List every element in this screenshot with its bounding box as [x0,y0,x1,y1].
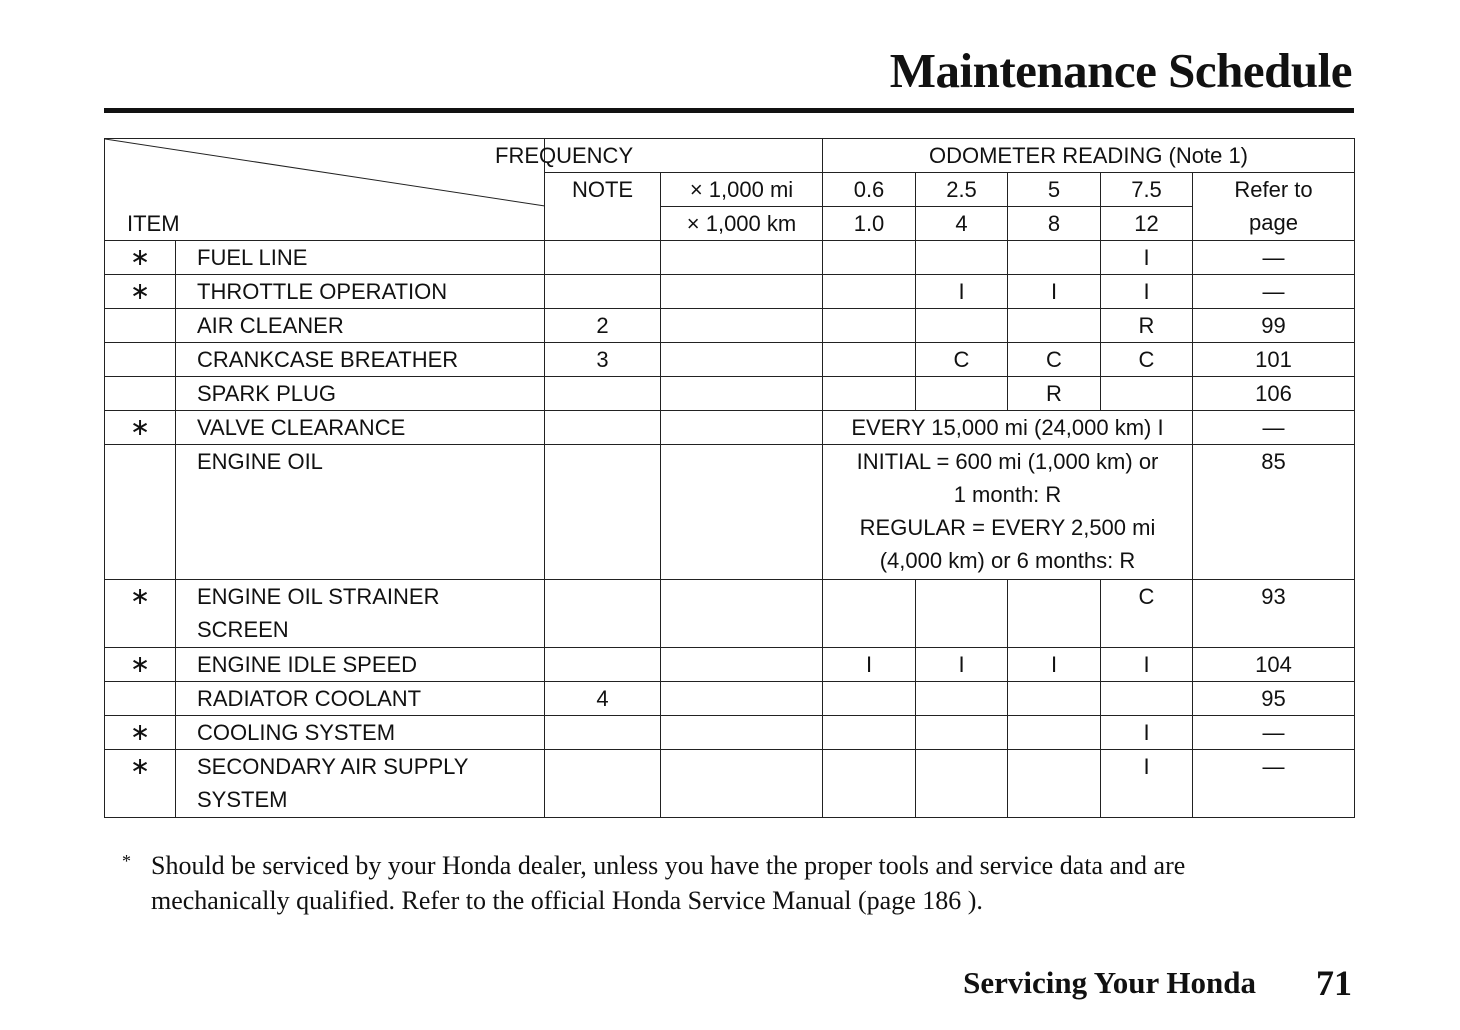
schedule-cell: I [1101,750,1193,818]
schedule-cell [823,377,916,411]
dealer-service-mark [105,343,176,377]
schedule-span-line: (4,000 km) or 6 months: R [879,548,1136,573]
item-name: ENGINE OIL [176,445,545,580]
page-ref: — [1193,241,1355,275]
km-value: 8 [1008,207,1101,241]
table-row [105,580,1355,648]
unit-km: × 1,000 km [661,207,823,241]
schedule-span-line: REGULAR = EVERY 2,500 mi [859,515,1156,540]
km-value: 1.0 [823,207,916,241]
table-row [105,716,1355,750]
note-cell: 2 [545,309,661,343]
note-cell [545,648,661,682]
schedule-cell [823,309,916,343]
odometer-header: ODOMETER READING (Note 1) [823,139,1355,173]
schedule-cell: I [1008,648,1101,682]
title-rule [104,108,1354,113]
page-ref: — [1193,716,1355,750]
schedule-cell: I [1101,716,1193,750]
note-cell [545,750,661,818]
schedule-cell [823,716,916,750]
page-ref: 93 [1193,580,1355,648]
unit-cell [661,750,823,818]
note-cell [545,411,661,445]
item-name: FUEL LINE [176,241,545,275]
unit-cell [661,682,823,716]
schedule-cell [1008,580,1101,648]
table-row [105,445,1355,580]
schedule-cell: I [1101,241,1193,275]
unit-cell [661,445,823,580]
item-name: COOLING SYSTEM [176,716,545,750]
dealer-service-mark: ∗ [105,750,176,818]
dealer-service-mark: ∗ [105,411,176,445]
refer-label-line: Refer to [1234,177,1313,202]
note-header: NOTE [545,173,661,241]
dealer-service-mark: ∗ [105,241,176,275]
table-row [105,750,1355,818]
unit-cell [661,241,823,275]
item-name-line: ENGINE OIL STRAINER [197,584,440,609]
schedule-cell [916,750,1008,818]
mi-value: 7.5 [1101,173,1193,207]
schedule-cell: I [916,275,1008,309]
note-cell [545,580,661,648]
page-ref: 104 [1193,648,1355,682]
note-cell: 4 [545,682,661,716]
schedule-cell [916,580,1008,648]
unit-cell [661,343,823,377]
schedule-cell [916,716,1008,750]
page-ref: — [1193,275,1355,309]
item-name [176,750,545,818]
frequency-header-cell [495,139,823,173]
page-ref: — [1193,750,1355,818]
schedule-span-line: 1 month: R [953,482,1062,507]
table-row [105,682,1355,716]
footnote-text: Should be serviced by your Honda dealer, unless you have the proper tools and service data and are mechanically qualified. Refer to the official Honda Service Manual (page 186 ). [151,851,1186,915]
dealer-service-mark: ∗ [105,648,176,682]
item-name-line: SYSTEM [197,787,288,812]
schedule-cell: R [1101,309,1193,343]
schedule-cell [823,750,916,818]
page-ref: — [1193,411,1355,445]
page-ref: 99 [1193,309,1355,343]
schedule-cell [916,241,1008,275]
note-cell: 3 [545,343,661,377]
maintenance-table [104,138,1355,818]
schedule-cell [916,682,1008,716]
schedule-cell [1008,750,1101,818]
unit-cell [661,716,823,750]
schedule-cell: C [1008,343,1101,377]
schedule-cell [823,580,916,648]
item-name: THROTTLE OPERATION [176,275,545,309]
schedule-cell [1101,377,1193,411]
item-name: SPARK PLUG [176,377,545,411]
schedule-cell: I [916,648,1008,682]
mi-value: 5 [1008,173,1101,207]
dealer-service-mark [105,309,176,343]
schedule-cell [1101,682,1193,716]
page-number: 71 [1316,963,1352,1003]
unit-cell [661,275,823,309]
schedule-cell: C [1101,580,1193,648]
item-name-line: SCREEN [197,617,289,642]
dealer-service-mark [105,445,176,580]
table-row [105,275,1355,309]
page-title: Maintenance Schedule [889,43,1352,98]
item-name: RADIATOR COOLANT [176,682,545,716]
item-name-line: SECONDARY AIR SUPPLY [197,754,469,779]
table-row [105,411,1355,445]
schedule-cell [916,309,1008,343]
item-header: ITEM [127,211,180,236]
note-cell [545,445,661,580]
unit-cell [661,377,823,411]
schedule-cell [1008,716,1101,750]
schedule-cell [916,377,1008,411]
note-cell [545,716,661,750]
unit-cell [661,411,823,445]
table-row [105,343,1355,377]
note-cell [545,241,661,275]
page-ref: 106 [1193,377,1355,411]
frequency-header: FREQUENCY [495,143,634,168]
table-row [105,648,1355,682]
table-row [105,377,1355,411]
dealer-service-mark: ∗ [105,716,176,750]
item-name: ENGINE IDLE SPEED [176,648,545,682]
schedule-cell: R [1008,377,1101,411]
schedule-span-text [823,445,1193,580]
page-ref: 101 [1193,343,1355,377]
note-cell [545,275,661,309]
km-value: 12 [1101,207,1193,241]
table-row [105,309,1355,343]
schedule-cell [823,343,916,377]
unit-cell [661,580,823,648]
schedule-cell [1008,309,1101,343]
schedule-cell [823,241,916,275]
schedule-cell: I [1101,275,1193,309]
page-ref: 85 [1193,445,1355,580]
dealer-service-mark [105,682,176,716]
schedule-cell: I [823,648,916,682]
item-frequency-header [105,139,545,241]
unit-mi: × 1,000 mi [661,173,823,207]
unit-cell [661,648,823,682]
schedule-cell [1008,241,1101,275]
schedule-cell: C [916,343,1008,377]
page-ref: 95 [1193,682,1355,716]
item-name: VALVE CLEARANCE [176,411,545,445]
footnote-mark: * [122,851,131,871]
schedule-cell [1008,682,1101,716]
schedule-cell: I [1008,275,1101,309]
footnote [122,848,1322,918]
refer-label-line: page [1249,210,1298,235]
dealer-service-mark: ∗ [105,275,176,309]
mi-value: 2.5 [916,173,1008,207]
refer-header [1193,173,1355,241]
schedule-cell [823,682,916,716]
note-cell [545,377,661,411]
schedule-cell: C [1101,343,1193,377]
mi-value: 0.6 [823,173,916,207]
km-value: 4 [916,207,1008,241]
table-row [105,241,1355,275]
schedule-span-line: INITIAL = 600 mi (1,000 km) or [856,449,1159,474]
schedule-span-text: EVERY 15,000 mi (24,000 km) I [823,411,1193,445]
item-name: AIR CLEANER [176,309,545,343]
footer-section-title: Servicing Your Honda [963,965,1256,1000]
unit-cell [661,309,823,343]
item-name: CRANKCASE BREATHER [176,343,545,377]
dealer-service-mark [105,377,176,411]
schedule-cell: I [1101,648,1193,682]
dealer-service-mark: ∗ [105,580,176,648]
item-name [176,580,545,648]
schedule-cell [823,275,916,309]
